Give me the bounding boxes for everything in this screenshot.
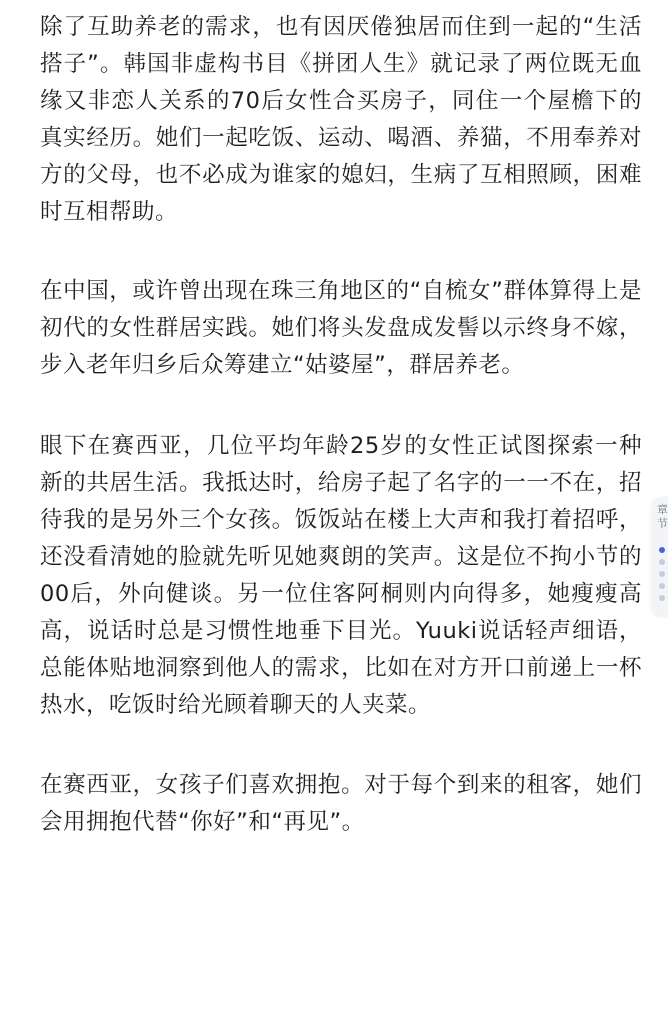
- article-paragraph: 除了互助养老的需求，也有因厌倦独居而住到一起的“生活搭子”。韩国非虚构书目《拼团人生》就记录了两位既无血缘又非恋人关系的70后女性合买房子，同住一个屋檐下的真实经历。她们一起吃饭、运动、喝酒、养猫，不用奉养对方的父母，也不必成为谁家的媳妇，生病了互相照顾，困难时互相帮助。: [40, 14, 642, 225]
- article-paragraph: 在赛西亚，女孩子们喜欢拥抱。对于每个到来的租客，她们会用拥抱代替“你好”和“再见”。: [40, 772, 642, 835]
- chapter-nav-label: 章节: [657, 503, 668, 530]
- article-body: [40, 0, 642, 841]
- chapter-dot[interactable]: [659, 559, 665, 565]
- chapter-dot[interactable]: [659, 571, 665, 577]
- chapter-nav-tab[interactable]: [652, 497, 668, 617]
- article-paragraph: 在中国，或许曾出现在珠三角地区的“自梳女”群体算得上是初代的女性群居实践。她们将头发盘成发髻以示终身不嫁，步入老年归乡后众筹建立“姑婆屋”，群居养老。: [40, 278, 642, 378]
- chapter-dot[interactable]: [659, 595, 665, 601]
- chapter-dot-active[interactable]: [659, 547, 665, 553]
- article-paragraph: 眼下在赛西亚，几位平均年龄25岁的女性正试图探索一种新的共居生活。我抵达时，给房子起了名字的一一不在，招待我的是另外三个女孩。饭饭站在楼上大声和我打着招呼，还没看清她的脸就先听见她爽朗的笑声。这是位不拘小节的00后，外向健谈。另一位住客阿桐则内向得多，她瘦瘦高高，说话时总是习惯性地垂下目光。Yuuki说话轻声细语，总能体贴地洞察到他人的需求，比如在对方开口前递上一杯热水，吃饭时给光顾着聊天的人夹菜。: [40, 433, 642, 718]
- chapter-dot[interactable]: [659, 583, 665, 589]
